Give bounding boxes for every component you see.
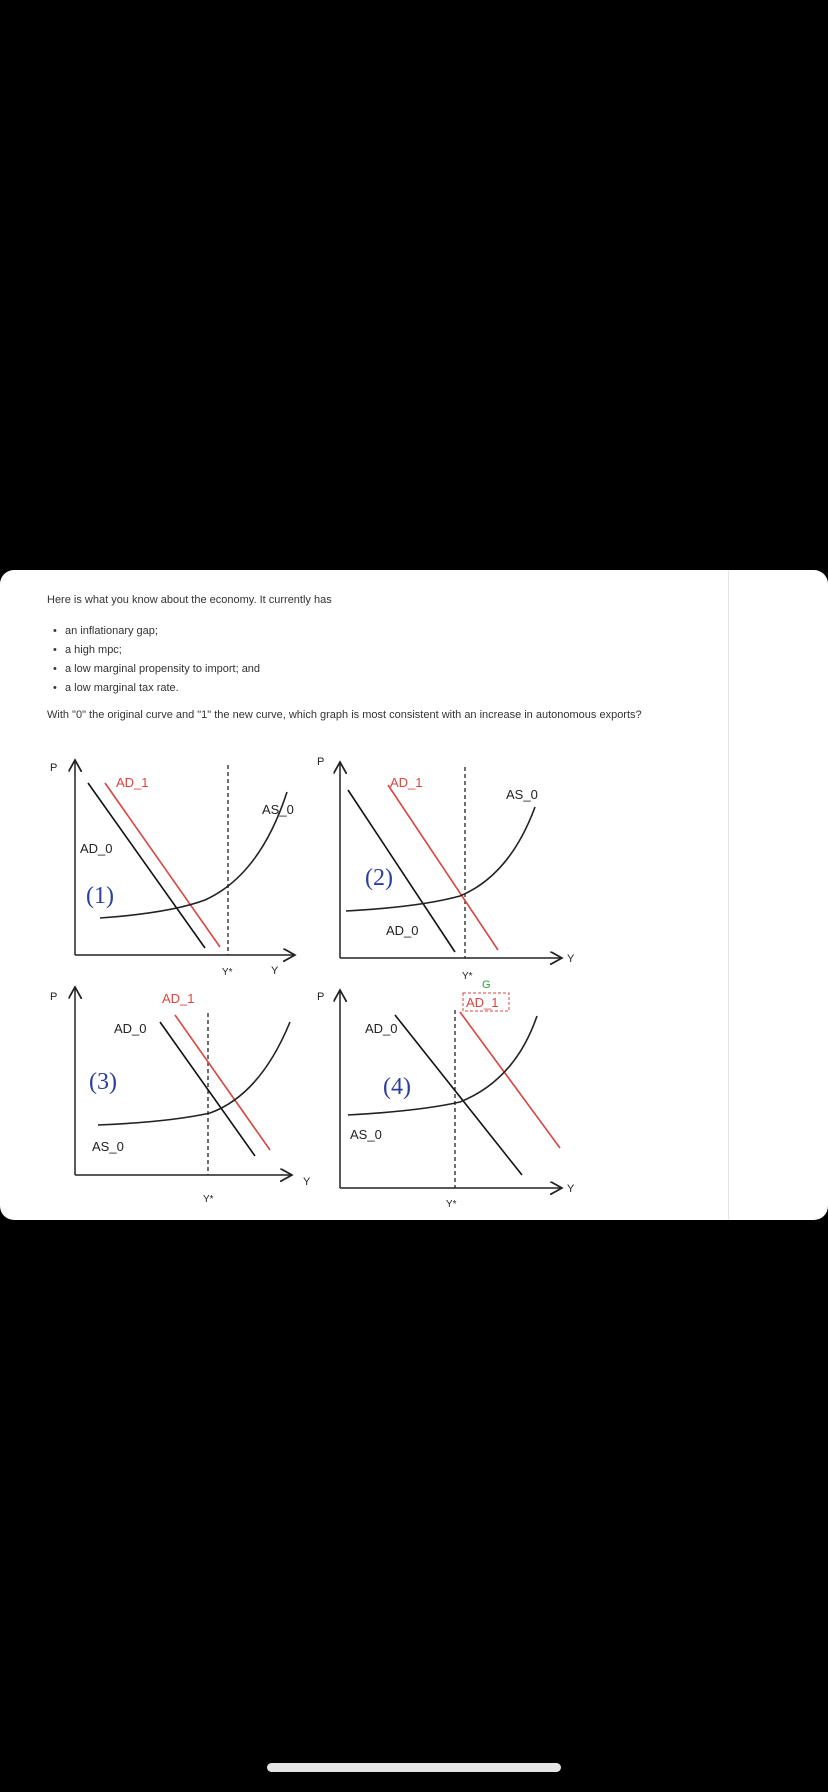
graph-1-y-label: Y <box>271 965 279 977</box>
graph-2 <box>317 756 575 982</box>
graph-2-ad1-label: AD_1 <box>390 775 423 790</box>
graph-4-p-label: P <box>317 991 325 1003</box>
graph-2-ad0-label: AD_0 <box>386 923 419 938</box>
graph-1-ad1-curve <box>105 783 220 947</box>
home-indicator[interactable] <box>267 1763 561 1772</box>
graph-1-p-label: P <box>50 762 58 774</box>
graph-1-as0-curve <box>100 792 287 918</box>
graph-2-y-label: Y <box>567 953 575 965</box>
graph-1-as0-label: AS_0 <box>262 802 294 817</box>
graph-4-ad0-curve <box>395 1015 522 1175</box>
graph-3-as0-label: AS_0 <box>92 1139 124 1154</box>
graph-4-number: (4) <box>383 1074 411 1100</box>
graph-4-ad0-label: AD_0 <box>365 1021 398 1036</box>
graph-1-ad0-label: AD_0 <box>80 841 113 856</box>
graph-4-as0-label: AS_0 <box>350 1127 382 1142</box>
graph-2-as0-curve <box>346 807 535 911</box>
graph-3-number: (3) <box>89 1069 117 1095</box>
graph-1-number: (1) <box>86 883 114 909</box>
graph-3 <box>50 987 311 1205</box>
graph-3-y-label: Y <box>303 1176 311 1188</box>
graph-1-ystar-label: Y* <box>222 967 233 978</box>
question-card <box>0 570 828 1220</box>
graph-4-ad1-label-box <box>463 993 509 1011</box>
graph-1-ad0-curve <box>88 783 205 948</box>
graph-2-p-label: P <box>317 756 325 768</box>
graph-2-ystar-label: Y* <box>462 971 473 982</box>
condition-item: • a high mpc; <box>47 641 260 660</box>
question-intro: Here is what you know about the economy. It currently has <box>47 594 332 606</box>
graph-3-ad0-label: AD_0 <box>114 1021 147 1036</box>
graph-4-mark: G <box>482 979 491 991</box>
graph-4-ad1-label: AD_1 <box>466 995 499 1010</box>
graph-2-as0-label: AS_0 <box>506 787 538 802</box>
graph-1 <box>50 760 295 978</box>
graph-1-ad1-label: AD_1 <box>116 775 149 790</box>
graph-4-ystar-label: Y* <box>446 1199 457 1210</box>
graph-4 <box>317 979 575 1210</box>
graph-3-as0-curve <box>98 1022 290 1125</box>
graph-3-p-label: P <box>50 991 58 1003</box>
condition-item: • a low marginal tax rate. <box>47 679 260 698</box>
question-prompt: With "0" the original curve and "1" the new curve, which graph is most consistent with an increase in autonomous exports? <box>47 709 642 721</box>
graph-3-ad1-label: AD_1 <box>162 991 195 1006</box>
graph-2-number: (2) <box>365 865 393 891</box>
condition-item: • an inflationary gap; <box>47 622 260 641</box>
graph-4-ad1-curve <box>460 1012 560 1148</box>
graph-3-ad1-curve <box>175 1015 270 1150</box>
graphs-figure <box>0 570 828 1220</box>
graph-4-y-label: Y <box>567 1183 575 1195</box>
graph-3-ystar-label: Y* <box>203 1194 214 1205</box>
condition-item: • a low marginal propensity to import; and <box>47 660 260 679</box>
